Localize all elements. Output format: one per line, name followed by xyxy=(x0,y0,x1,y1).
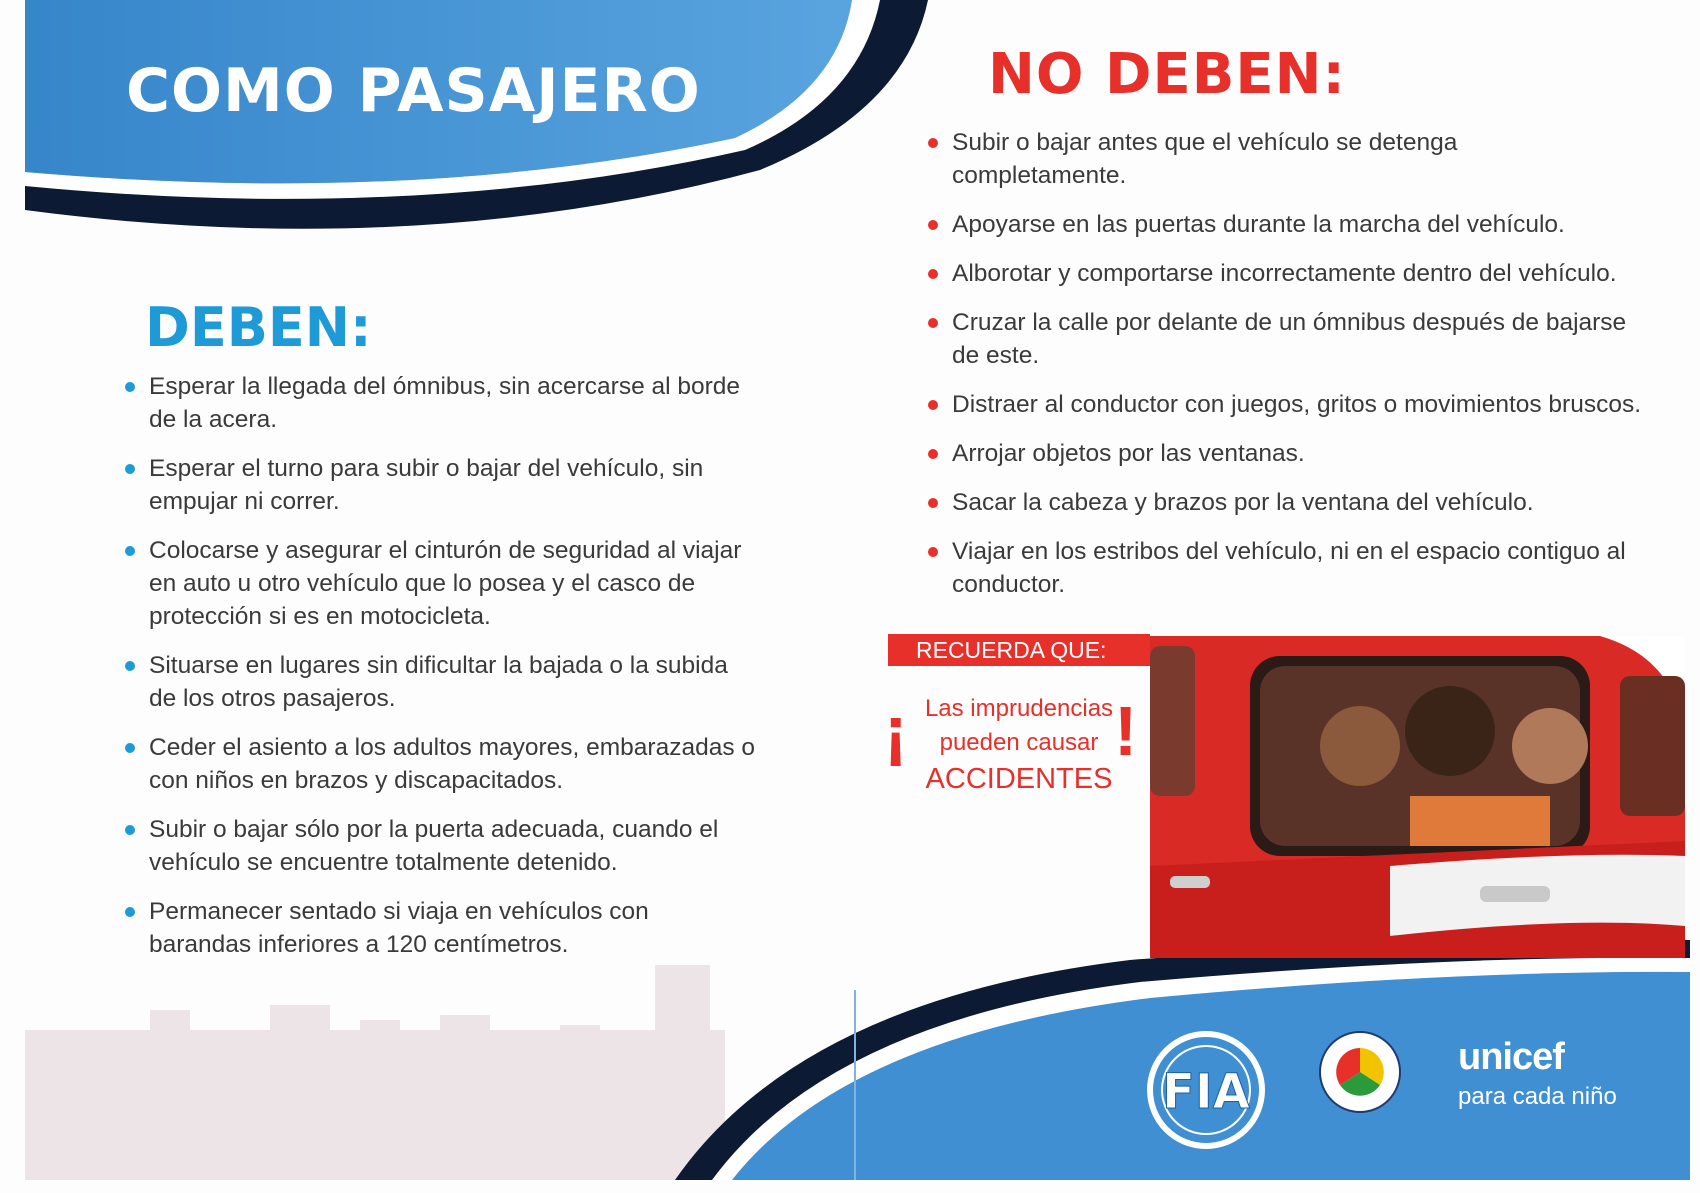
deben-item xyxy=(149,649,769,715)
deben-item-line: de los otros pasajeros. xyxy=(149,685,396,712)
deben-item-line: Colocarse y asegurar el cinturón de seguridad al viajar xyxy=(149,537,742,564)
deben-item xyxy=(149,534,769,633)
recuerda-label: RECUERDA QUE: xyxy=(888,634,1150,666)
unicef-tagline: para cada niño xyxy=(1458,1083,1617,1110)
no-deben-item xyxy=(952,535,1662,601)
no-deben-item-line: Subir o bajar antes que el vehículo se detenga xyxy=(952,129,1458,156)
no-deben-item-line: de este. xyxy=(952,342,1040,369)
deben-item-line: de la acera. xyxy=(149,406,278,433)
warning-line-3: ACCIDENTES xyxy=(925,763,1113,795)
deben-item-line: vehículo se encuentre totalmente detenido. xyxy=(149,849,618,876)
no-deben-item xyxy=(952,208,1662,241)
bullet-dot-icon xyxy=(928,220,938,230)
warning-line-2: pueden causar xyxy=(939,729,1099,756)
no-deben-item xyxy=(952,306,1662,372)
deben-item-line: Permanecer sentado si viaja en vehículos con xyxy=(149,898,649,925)
direccion-transito-logo xyxy=(1318,1030,1402,1114)
no-deben-item-line: Sacar la cabeza y brazos por la ventana del vehículo. xyxy=(952,489,1534,516)
no-deben-item-line: Viajar en los estribos del vehículo, ni en el espacio contiguo al xyxy=(952,538,1626,565)
exclamation-close: ! xyxy=(1114,692,1138,770)
no-deben-item-line: conductor. xyxy=(952,571,1066,598)
bullet-dot-icon xyxy=(125,661,135,671)
no-deben-item-line: Alborotar y comportarse incorrectamente dentro del vehículo. xyxy=(952,260,1617,287)
deben-item xyxy=(149,370,769,436)
no-deben-item xyxy=(952,126,1662,192)
car-with-passengers-photo xyxy=(1150,636,1685,958)
exclamation-open: ¡ xyxy=(884,692,908,770)
deben-item-line: empujar ni correr. xyxy=(149,488,340,515)
deben-item xyxy=(149,813,769,879)
fia-logo xyxy=(1146,1030,1266,1150)
warning-message xyxy=(888,692,1150,798)
bullet-dot-icon xyxy=(928,318,938,328)
deben-item xyxy=(149,895,769,961)
bullet-dot-icon xyxy=(928,269,938,279)
deben-item-line: protección si es en motocicleta. xyxy=(149,603,491,630)
bullet-dot-icon xyxy=(125,464,135,474)
no-deben-list xyxy=(952,126,1662,617)
bullet-dot-icon xyxy=(125,825,135,835)
deben-item-line: con niños en brazos y discapacitados. xyxy=(149,767,564,794)
bullet-dot-icon xyxy=(928,400,938,410)
no-deben-item-line: completamente. xyxy=(952,162,1127,189)
bullet-dot-icon xyxy=(928,547,938,557)
svg-text:FIA: FIA xyxy=(1162,1064,1250,1120)
bullet-dot-icon xyxy=(125,907,135,917)
no-deben-item-line: Arrojar objetos por las ventanas. xyxy=(952,440,1305,467)
bullet-dot-icon xyxy=(928,449,938,459)
deben-item-line: Ceder el asiento a los adultos mayores, embarazadas o xyxy=(149,734,756,761)
deben-item-line: en auto u otro vehículo que lo posea y el casco de xyxy=(149,570,696,597)
no-deben-item-line: Apoyarse en las puertas durante la marcha del vehículo. xyxy=(952,211,1565,238)
no-deben-item xyxy=(952,437,1662,470)
bullet-dot-icon xyxy=(928,138,938,148)
bullet-dot-icon xyxy=(928,498,938,508)
deben-heading: DEBEN: xyxy=(145,296,372,359)
deben-item xyxy=(149,452,769,518)
warning-line-1: Las imprudencias xyxy=(924,695,1114,722)
no-deben-item xyxy=(952,388,1662,421)
bullet-dot-icon xyxy=(125,382,135,392)
deben-item-line: Subir o bajar sólo por la puerta adecuada, cuando el xyxy=(149,816,719,843)
deben-item-line: barandas inferiores a 120 centímetros. xyxy=(149,931,569,958)
no-deben-item-line: Cruzar la calle por delante de un ómnibus después de bajarse xyxy=(952,309,1627,336)
bullet-dot-icon xyxy=(125,546,135,556)
deben-list xyxy=(149,370,769,977)
no-deben-item xyxy=(952,257,1662,290)
bullet-dot-icon xyxy=(125,743,135,753)
city-skyline xyxy=(25,965,725,1180)
no-deben-item xyxy=(952,486,1662,519)
no-deben-item-line: Distraer al conductor con juegos, gritos o movimientos bruscos. xyxy=(952,391,1642,418)
deben-item-line: Situarse en lugares sin dificultar la bajada o la subida xyxy=(149,652,728,679)
unicef-logo xyxy=(1458,1036,1617,1111)
page-title: COMO PASAJERO xyxy=(126,56,701,126)
unicef-name: unicef xyxy=(1458,1036,1564,1078)
deben-item-line: Esperar la llegada del ómnibus, sin acercarse al borde xyxy=(149,373,741,400)
deben-item xyxy=(149,731,769,797)
deben-item-line: Esperar el turno para subir o bajar del vehículo, sin xyxy=(149,455,704,482)
no-deben-heading: NO DEBEN: xyxy=(988,42,1346,107)
